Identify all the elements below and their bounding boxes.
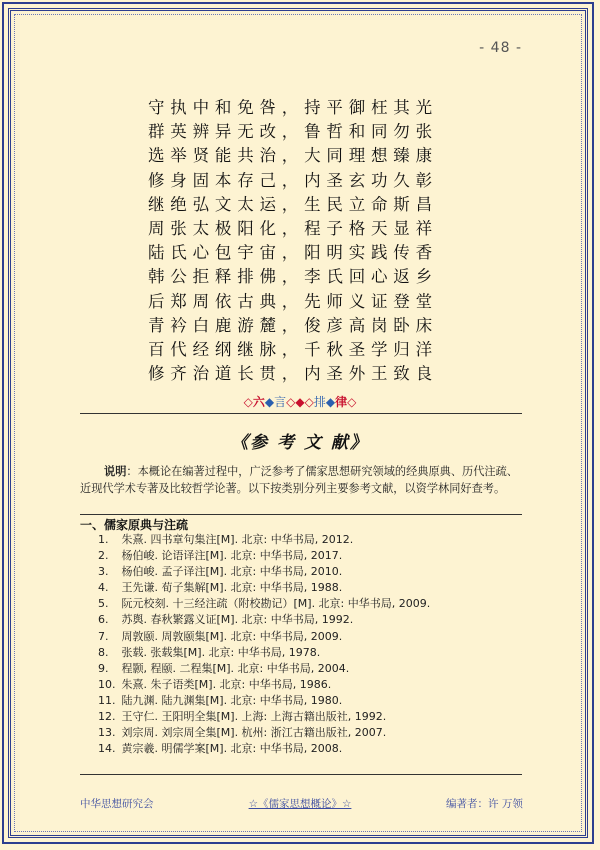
reference-text: 张载. 张载集[M]. 北京: 中华书局, 1978. [121, 645, 321, 659]
reference-item [98, 564, 518, 580]
intro-text: ：本概论在编著过程中，广泛参考了儒家思想研究领域的经典原典、历代注疏、近现代学术专著及比较哲学论著。以下按类别分列主要参考文献，以资学林同好查考。 [80, 465, 518, 495]
reference-text: 王守仁. 王阳明全集[M]. 上海: 上海古籍出版社, 1992. [121, 710, 387, 724]
reference-item [98, 612, 518, 628]
reference-text: 朱熹. 朱子语类[M]. 北京: 中华书局, 1986. [121, 677, 332, 691]
reference-number: 8. [98, 645, 109, 659]
poem-line: 守执中和免咎，持平御枉其光 [148, 98, 438, 117]
section-heading: 一、儒家原典与注疏 [80, 518, 189, 532]
poem-line: 周张太极阳化，程子格天显祥 [148, 218, 438, 238]
book-title-link[interactable]: ☆《儒家思想概论》☆ [248, 798, 352, 810]
reference-item [98, 661, 518, 677]
references-title: 《参 考 文 献》 [231, 433, 369, 453]
footer-divider [80, 774, 522, 775]
reference-list [98, 532, 518, 757]
poem-form-caption [0, 394, 600, 410]
poem-line: 修身固本存己，内圣玄功久彰 [148, 170, 438, 190]
diamond-outline-icon: ◇ [243, 395, 253, 409]
reference-text: 杨伯峻. 孟子译注[M]. 北京: 中华书局, 2010. [121, 565, 343, 579]
reference-item [98, 693, 518, 709]
reference-number: 9. [98, 661, 109, 675]
reference-item [98, 532, 518, 548]
caption-char: 排 [313, 395, 326, 409]
diamond-red-icon: ◆ [295, 395, 305, 409]
reference-item [98, 645, 518, 661]
diamond-blue-icon: ◆ [264, 395, 275, 409]
diamond-outline-icon: ◇ [304, 395, 314, 409]
reference-text: 刘宗周. 刘宗周全集[M]. 杭州: 浙江古籍出版社, 2007. [121, 726, 387, 740]
poem-line: 百代经纲继脉，千秋圣学归洋 [148, 339, 438, 359]
footer-author: 编著者：许 万领 [446, 798, 523, 810]
diamond-blue-icon: ◆ [325, 395, 336, 409]
reference-text: 黄宗羲. 明儒学案[M]. 北京: 中华书局, 2008. [121, 742, 343, 756]
reference-number: 10. [98, 677, 116, 691]
reference-item [98, 596, 518, 612]
page-number: - 48 - [479, 40, 522, 56]
reference-number: 13. [98, 726, 116, 740]
poem-line: 陆氏心包宇宙，阳明实践传香 [148, 243, 438, 263]
reference-item [98, 741, 518, 757]
poem-line: 修齐治道长贯，内圣外王致良 [148, 364, 438, 384]
footer-organization: 中华思想研究会 [80, 798, 154, 810]
reference-text: 杨伯峻. 论语译注[M]. 北京: 中华书局, 2017. [121, 549, 343, 563]
reference-number: 11. [98, 693, 116, 707]
reference-item [98, 548, 518, 564]
poem-line: 选举贤能共治，大同理想臻康 [148, 146, 438, 166]
poem-line: 群英辨异无改，鲁哲和同勿张 [148, 122, 438, 142]
reference-text: 程颢, 程颐. 二程集[M]. 北京: 中华书局, 2004. [121, 661, 350, 675]
reference-number: 5. [98, 597, 109, 611]
reference-text: 陆九渊. 陆九渊集[M]. 北京: 中华书局, 1980. [121, 693, 343, 707]
reference-text: 阮元校刻. 十三经注疏（附校勘记）[M]. 北京: 中华书局, 2009. [121, 597, 431, 611]
intro-label: 说明 [104, 465, 127, 478]
reference-number: 7. [98, 629, 109, 643]
reference-text: 朱熹. 四书章句集注[M]. 北京: 中华书局, 2012. [121, 533, 354, 546]
reference-item [98, 725, 518, 741]
diamond-outline-icon: ◇ [286, 395, 296, 409]
reference-number: 12. [98, 710, 116, 724]
reference-text: 苏舆. 春秋繁露义证[M]. 北京: 中华书局, 1992. [121, 613, 354, 627]
poem-block [148, 96, 468, 386]
reference-number: 2. [98, 549, 109, 563]
diamond-outline-icon: ◇ [347, 395, 357, 409]
caption-char: 言 [274, 395, 287, 409]
reference-number: 14. [98, 742, 116, 756]
poem-line: 继绝弘文太运，生民立命斯昌 [148, 194, 438, 214]
caption-char: 六 [252, 395, 265, 409]
references-intro [80, 463, 522, 497]
reference-item [98, 709, 518, 725]
reference-text: 周敦颐. 周敦颐集[M]. 北京: 中华书局, 2009. [121, 629, 343, 643]
poem-line: 后郑周依古典，先师义证登堂 [148, 291, 438, 311]
poem-line: 青衿白鹿游麓，俊彦高岗卧床 [148, 315, 438, 335]
divider [80, 413, 522, 414]
reference-number: 6. [98, 613, 109, 627]
caption-char: 律 [335, 395, 348, 409]
divider [80, 514, 522, 515]
poem-line: 韩公拒释排佛，李氏回心返乡 [148, 267, 438, 287]
reference-text: 王先谦. 荀子集解[M]. 北京: 中华书局, 1988. [121, 581, 343, 595]
reference-number: 3. [98, 565, 109, 579]
reference-item [98, 629, 518, 645]
reference-number: 1. [98, 533, 109, 546]
reference-item [98, 677, 518, 693]
reference-item [98, 580, 518, 596]
reference-number: 4. [98, 581, 109, 595]
